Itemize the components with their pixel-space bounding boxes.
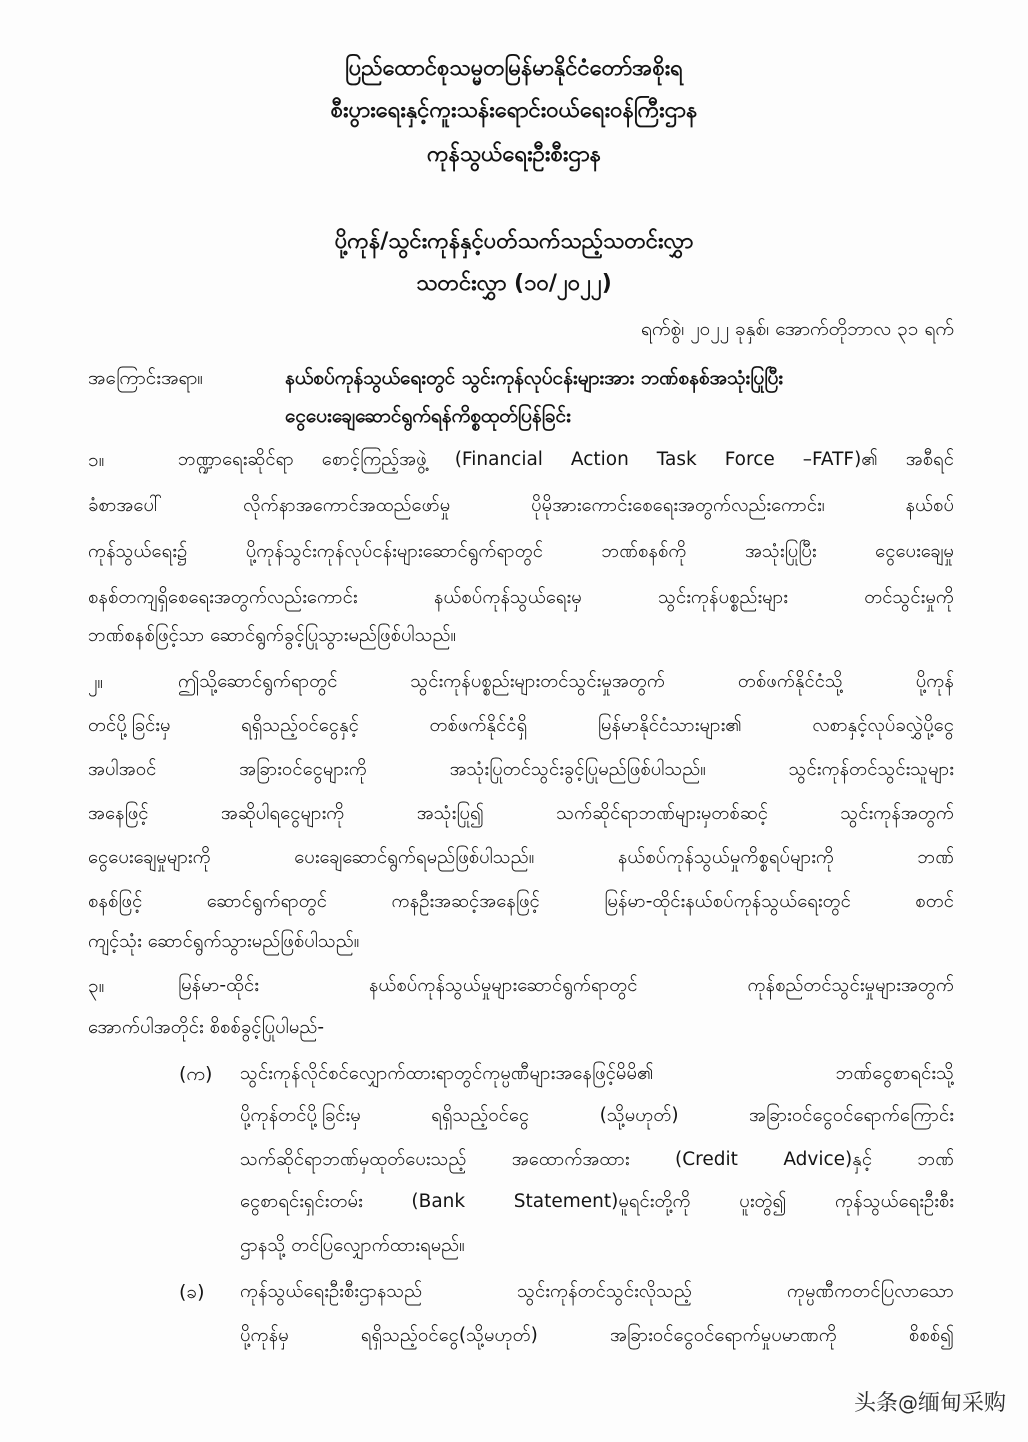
- subject-line-1: နယ်စပ်ကုန်သွယ်ရေးတွင် သွင်းကုန်လုပ်ငန်းများအား ဘဏ်စနစ်အသုံးပြုပြီး: [285, 367, 784, 389]
- item-ka-line: ငွေစာရင်းရှင်းတမ်း (Bank Statement)မူရင်းတို့ကို ပူးတွဲ၍ ကုန်သွယ်ရေးဦးစီး: [240, 1191, 954, 1212]
- paragraph-2-line: အပါအဝင် အခြားဝင်ငွေများကို အသုံးပြုတင်သွင်းခွင့်ပြုမည်ဖြစ်ပါသည်။ သွင်းကုန်တင်သွင်းသူများ: [88, 759, 954, 780]
- paragraph-2-line: စနစ်ဖြင့် ဆောင်ရွက်ရာတွင် ကနဦးအဆင့်အနေဖြင့် မြန်မာ-ထိုင်းနယ်စပ်ကုန်သွယ်ရေးတွင် စတင်: [88, 891, 954, 912]
- header-government: ပြည်ထောင်စုသမ္မတမြန်မာနိုင်ငံတော်အစိုးရ: [345, 56, 683, 81]
- item-kha-number: (ခ): [179, 1281, 205, 1303]
- source-watermark: [854, 1388, 1006, 1419]
- item-ka-number: (က): [179, 1063, 213, 1085]
- header-ministry: စီးပွားရေးနှင့်ကူးသန်းရောင်းဝယ်ရေးဝန်ကြီးဌာန: [330, 98, 698, 123]
- watermark-handle: 缅甸采购: [917, 1391, 1006, 1416]
- subject-label: အကြောင်းအရာ။: [88, 367, 204, 389]
- item-kha-line: ကုန်သွယ်ရေးဦးစီးဌာနသည် သွင်းကုန်တင်သွင်းလိုသည့် ကုမ္ပဏီကတင်ပြလာသော: [240, 1281, 954, 1302]
- paragraph-2-line: ကျင့်သုံး ဆောင်ရွက်သွားမည်ဖြစ်ပါသည်။: [88, 931, 360, 952]
- item-kha-line: ပို့ကုန်မှ ရရှိသည့်ဝင်ငွေ(သို့မဟုတ်) အခြားဝင်ငွေဝင်ရောက်မှုပမာဏကို စိစစ်၍: [240, 1325, 954, 1346]
- paragraph-1-line: ဘဏ္ဍာရေးဆိုင်ရာ စောင့်ကြည့်အဖွဲ့ (Financial Action Task Force –FATF)၏ အစီရင်: [178, 449, 954, 470]
- header-department: ကုန်သွယ်ရေးဦးစီးဌာန: [426, 142, 602, 167]
- notice-number: သတင်းလွှာ (၁၀/၂၀၂၂): [416, 271, 612, 296]
- watermark-prefix: 头条: [853, 1391, 898, 1416]
- paragraph-3-number: ၃။: [88, 975, 105, 997]
- watermark-at: @: [897, 1391, 918, 1415]
- notice-date: ရက်စွဲ၊ ၂၀၂၂ ခုနှစ်၊ အောက်တိုဘာလ ၃၁ ရက်: [641, 318, 954, 340]
- paragraph-1-line: စနစ်တကျရှိစေရေးအတွက်လည်းကောင်း နယ်စပ်ကုန်သွယ်ရေးမှ သွင်းကုန်ပစ္စည်းများ တင်သွင်းမှုကို: [88, 587, 954, 608]
- paragraph-2-line: ငွေပေးချေမှုများကို ပေးချေဆောင်ရွက်ရမည်ဖြစ်ပါသည်။ နယ်စပ်ကုန်သွယ်မှုကိစ္စရပ်များကို ဘဏ်: [88, 847, 954, 868]
- paragraph-1-line: ဘဏ်စနစ်ဖြင့်သာ ဆောင်ရွက်ခွင့်ပြုသွားမည်ဖြစ်ပါသည်။: [88, 625, 457, 646]
- item-ka-line: ဌာနသို့ တင်ပြလျှောက်ထားရမည်။: [240, 1235, 465, 1256]
- paragraph-1-line: ကုန်သွယ်ရေး၌ ပို့ကုန်သွင်းကုန်လုပ်ငန်းများဆောင်ရွက်ရာတွင် ဘဏ်စနစ်ကို အသုံးပြုပြီး ငွေပေးချေမှု: [88, 541, 954, 562]
- paragraph-3-line: မြန်မာ-ထိုင်း နယ်စပ်ကုန်သွယ်မှုများဆောင်ရွက်ရာတွင် ကုန်စည်တင်သွင်းမှုများအတွက်: [178, 975, 954, 996]
- notice-title: ပို့ကုန်/သွင်းကုန်နှင့်ပတ်သက်သည့်သတင်းလွှာ: [334, 229, 694, 254]
- item-ka-line: သက်ဆိုင်ရာဘဏ်မှထုတ်ပေးသည့် အထောက်အထား (Credit Advice)နှင့် ဘဏ်: [240, 1149, 954, 1170]
- item-ka-line: ပို့ကုန်တင်ပို့ခြင်းမှ ရရှိသည့်ဝင်ငွေ (သို့မဟုတ်) အခြားဝင်ငွေဝင်ရောက်ကြောင်း: [240, 1105, 954, 1126]
- paragraph-3-line: အောက်ပါအတိုင်း စိစစ်ခွင့်ပြုပါမည်-: [88, 1017, 325, 1038]
- paragraph-2-line: အနေဖြင့် အဆိုပါရငွေများကို အသုံးပြု၍ သက်ဆိုင်ရာဘဏ်များမှတစ်ဆင့် သွင်းကုန်အတွက်: [88, 803, 954, 824]
- paragraph-2-line: တင်ပို့ခြင်းမှ ရရှိသည့်ဝင်ငွေနှင့် တစ်ဖက်နိုင်ငံရှိ မြန်မာနိုင်ငံသားများ၏ လစာနှင့်လုပ်ခလွှဲပို့ငွေ: [88, 715, 954, 736]
- subject-line-2: ငွေပေးချေဆောင်ရွက်ရန်ကိစ္စထုတ်ပြန်ခြင်း: [285, 405, 571, 427]
- item-ka-line: သွင်းကုန်လိုင်စင်လျှောက်ထားရာတွင်ကုမ္ပဏီများအနေဖြင့်မိမိ၏ ဘဏ်ငွေစာရင်းသို့: [240, 1063, 954, 1084]
- paragraph-1-number: ၁။: [88, 449, 105, 471]
- paragraph-2-line: ဤသို့ဆောင်ရွက်ရာတွင် သွင်းကုန်ပစ္စည်းများတင်သွင်းမှုအတွက် တစ်ဖက်နိုင်ငံသို့ ပို့ကုန်: [178, 671, 954, 692]
- paragraph-1-line: ခံစာအပေါ် လိုက်နာအကောင်အထည်ဖော်မှု ပိုမိုအားကောင်းစေရေးအတွက်လည်းကောင်း၊ နယ်စပ်: [88, 495, 954, 516]
- paragraph-2-number: ၂။: [88, 671, 104, 693]
